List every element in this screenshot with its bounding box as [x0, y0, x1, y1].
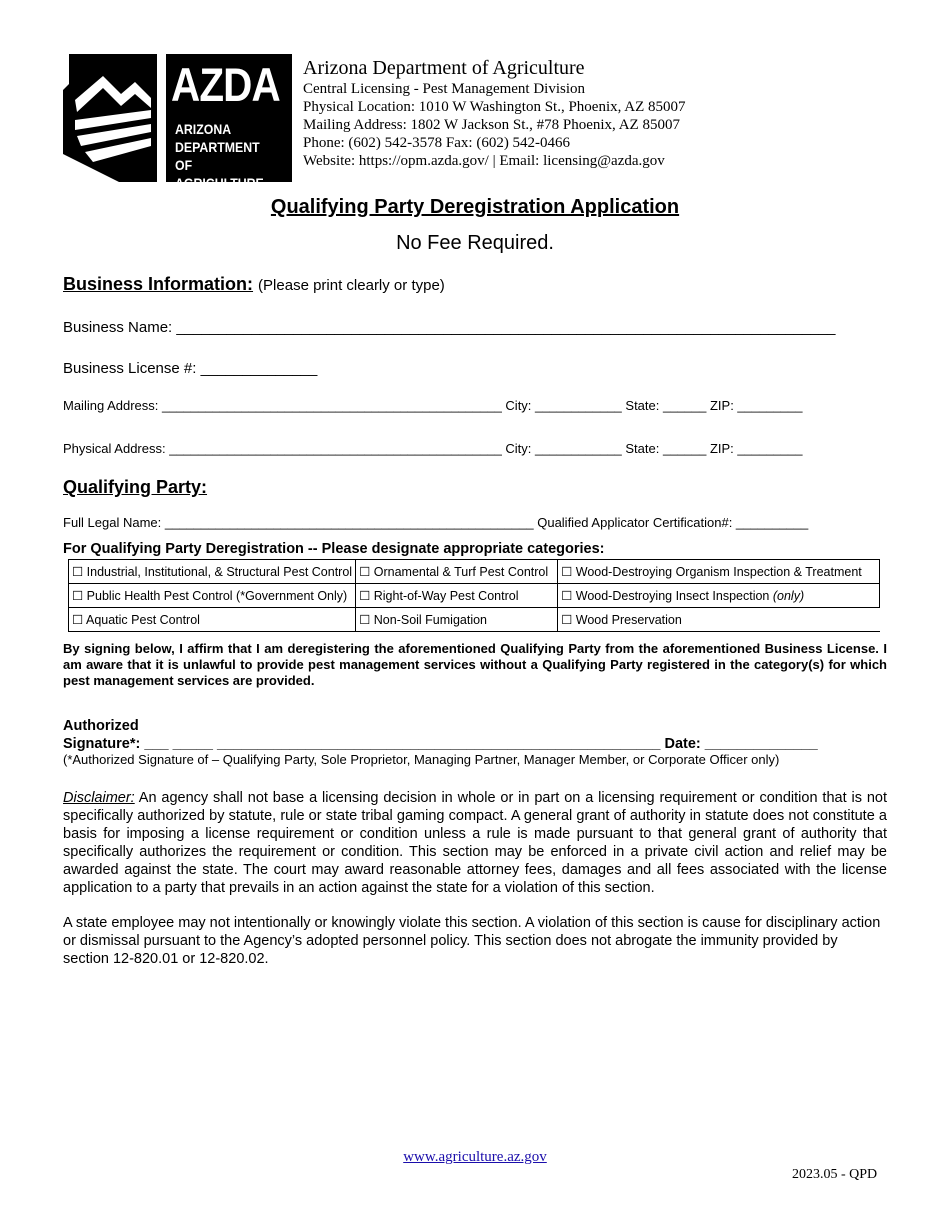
website-link[interactable]: www.agriculture.az.gov: [403, 1149, 547, 1165]
categories-heading: For Qualifying Party Deregistration -- Please designate appropriate categories:: [63, 541, 605, 557]
category-checkbox[interactable]: ☐ Wood-Destroying Organism Inspection & Treatment: [558, 560, 880, 584]
employee-paragraph: A state employee may not intentionally or knowingly violate this section. A violation of this section is cause for disciplinary action or dismissal pursuant to the Agency’s adopted personnel policy. This section does not abrogate the immunity provided by section 12-820.01 or 12-820.02.: [63, 915, 881, 967]
table-row: [69, 584, 880, 608]
azda-logo: [63, 54, 292, 191]
signature-label-top: Authorized: [63, 718, 139, 734]
category-checkbox[interactable]: ☐ Non-Soil Fumigation: [356, 608, 558, 632]
mailing-address: Mailing Address: 1802 W Jackson St., #78 Phoenix, AZ 85007: [303, 117, 680, 133]
category-checkbox[interactable]: ☐ Wood Preservation: [558, 608, 880, 632]
signature-block[interactable]: [63, 717, 818, 753]
agency-name: Arizona Department of Agriculture: [303, 57, 585, 79]
category-checkbox-wood-insect[interactable]: [558, 584, 880, 608]
signature-date-line[interactable]: Signature*: ___ _____ _______________________________________________________ Date: ______________: [63, 736, 818, 752]
physical-location: Physical Location: 1010 W Washington St., Phoenix, AZ 85007: [303, 99, 686, 115]
category-label: ☐ Wood-Destroying Insect Inspection: [561, 589, 770, 603]
table-row: [69, 608, 880, 632]
business-heading-text: Business Information:: [63, 274, 254, 294]
category-checkbox[interactable]: ☐ Industrial, Institutional, & Structural Pest Control: [69, 560, 356, 584]
form-code: 2023.05 - QPD: [792, 1167, 878, 1182]
full-legal-name-field[interactable]: Full Legal Name: ___________________________________________________ Qualified Applicator Certification#: __________: [63, 515, 809, 530]
logo-text: [175, 120, 278, 192]
logo-line-1: ARIZONA: [175, 121, 232, 137]
business-name-field[interactable]: Business Name: _______________________________________________________________________________: [63, 319, 836, 336]
signature-note: (*Authorized Signature of – Qualifying Party, Sole Proprietor, Managing Partner, Manager Member, or Corporate Officer only): [63, 752, 780, 767]
business-info-heading: [63, 274, 445, 295]
form-title: Qualifying Party Deregistration Application: [270, 196, 680, 218]
categories-table: [68, 559, 880, 632]
business-heading-note: (Please print clearly or type): [258, 277, 445, 294]
qualifying-heading-text: Qualifying Party:: [63, 477, 208, 497]
phone-fax: Phone: (602) 542-3578 Fax: (602) 542-0466: [303, 135, 571, 151]
category-checkbox[interactable]: ☐ Aquatic Pest Control: [69, 608, 356, 632]
table-row: [69, 560, 880, 584]
category-checkbox[interactable]: ☐ Right-of-Way Pest Control: [356, 584, 558, 608]
qualifying-party-heading: [63, 477, 207, 498]
disclaimer-label: Disclaimer:: [63, 790, 135, 806]
logo-line-3: OF AGRICULTURE: [175, 157, 264, 191]
only-suffix: (only): [772, 589, 805, 603]
business-license-field[interactable]: Business License #: ______________: [63, 360, 318, 377]
logo-acronym: AZDA: [171, 58, 280, 111]
category-checkbox[interactable]: ☐ Ornamental & Turf Pest Control: [356, 560, 558, 584]
division: Central Licensing - Pest Management Division: [303, 81, 586, 97]
disclaimer-text: An agency shall not base a licensing decision in whole or in part on a licensing requirement or condition that is not specifically authorized by statute, rule or state tribal gaming compact. A general grant of authority in statute does not constitute a basis for imposing a license requirement or condition unless a rule is made pursuant to that general grant of authority that specifically authorizes the requirement or condition. This section may be enforced in a private civil action and relief may be awarded against the state. The court may award reasonable attorney fees, damages and all fees associated with the license application to a party that prevails in an action against the state for a violation of this section.: [63, 790, 887, 896]
affirmation-text: By signing below, I affirm that I am deregistering the aforementioned Qualifying Party from the aforementioned Business License. I am aware that it is unlawful to provide pest management services without a Qualifying Party registered in the category(s) for which pest management services are provided.: [63, 641, 887, 688]
logo-line-2: DEPARTMENT: [175, 139, 260, 155]
physical-address-field[interactable]: Physical Address: ______________________________________________ City: ____________ State: ______ ZIP: _________: [63, 441, 803, 456]
disclaimer: [63, 789, 887, 897]
agency-header: [303, 56, 863, 170]
website-email: Website: https://opm.azda.gov/ | Email: licensing@azda.gov: [303, 153, 665, 169]
fee-note: No Fee Required.: [396, 232, 554, 254]
mailing-address-field[interactable]: Mailing Address: _______________________________________________ City: ____________ State: ______ ZIP: _________: [63, 398, 803, 413]
category-checkbox[interactable]: ☐ Public Health Pest Control (*Government Only): [69, 584, 356, 608]
